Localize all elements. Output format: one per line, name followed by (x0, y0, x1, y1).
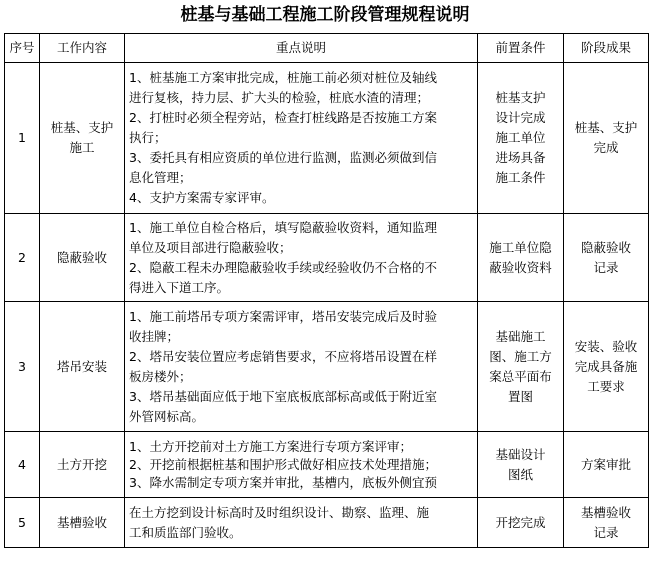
row-result: 隐蔽验收 记录 (564, 214, 649, 302)
management-table (4, 33, 649, 548)
header-pre: 前置条件 (478, 34, 564, 63)
row-result: 方案审批 (564, 432, 649, 498)
row-points: 在土方挖到设计标高时及时组织设计、勘察、监理、施 工和质监部门验收。 (125, 498, 478, 548)
row-result: 基槽验收 记录 (564, 498, 649, 548)
row-pre: 基础设计 图纸 (478, 432, 564, 498)
row-num: 3 (5, 302, 40, 432)
row-points: 1、土方开挖前对土方施工方案进行专项方案评审； 2、开挖前根据桩基和围护形式做好相应技术处理措施； 3、降水需制定专项方案并审批，基槽内，底板外侧宜预 (125, 432, 478, 498)
header-row (5, 34, 649, 63)
row-pre: 基础施工 图、施工方 案总平面布 置图 (478, 302, 564, 432)
row-work: 桩基、支护 施工 (40, 63, 125, 214)
header-work: 工作内容 (40, 34, 125, 63)
row-result: 安装、验收 完成具备施 工要求 (564, 302, 649, 432)
row-num: 1 (5, 63, 40, 214)
header-num: 序号 (5, 34, 40, 63)
table-row (5, 432, 649, 498)
row-pre: 施工单位隐 蔽验收资料 (478, 214, 564, 302)
row-num: 4 (5, 432, 40, 498)
row-points: 1、施工单位自检合格后，填写隐蔽验收资料，通知监理 单位及项目部进行隐蔽验收； 2、隐蔽工程未办理隐蔽验收手续或经验收仍不合格的不 得进入下道工序。 (125, 214, 478, 302)
table-row (5, 63, 649, 214)
row-pre: 桩基支护 设计完成 施工单位 进场具备 施工条件 (478, 63, 564, 214)
row-num: 5 (5, 498, 40, 548)
row-pre: 开挖完成 (478, 498, 564, 548)
row-work: 土方开挖 (40, 432, 125, 498)
row-points: 1、桩基施工方案审批完成，桩施工前必须对桩位及轴线 进行复核，持力层、扩大头的检验，桩底水渣的清理； 2、打桩时必须全程旁站，检查打桩线路是否按施工方案 执行； 3、委托具有相应资质的单位进行监测，监测必须做到信 息化管理； 4、支护方案需专家评审。 (125, 63, 478, 214)
row-work: 基槽验收 (40, 498, 125, 548)
header-result: 阶段成果 (564, 34, 649, 63)
table-row (5, 498, 649, 548)
row-result: 桩基、支护 完成 (564, 63, 649, 214)
table-row (5, 302, 649, 432)
document-title: 桩基与基础工程施工阶段管理规程说明 (180, 5, 470, 25)
table-row (5, 214, 649, 302)
row-points: 1、施工前塔吊专项方案需评审，塔吊安装完成后及时验 收挂牌； 2、塔吊安装位置应考虑销售要求，不应将塔吊设置在样 板房楼外； 3、塔吊基础面应低于地下室底板底部标高或低于附近室 外管网标高。 (125, 302, 478, 432)
header-points: 重点说明 (125, 34, 478, 63)
row-work: 塔吊安装 (40, 302, 125, 432)
row-num: 2 (5, 214, 40, 302)
row-work: 隐蔽验收 (40, 214, 125, 302)
